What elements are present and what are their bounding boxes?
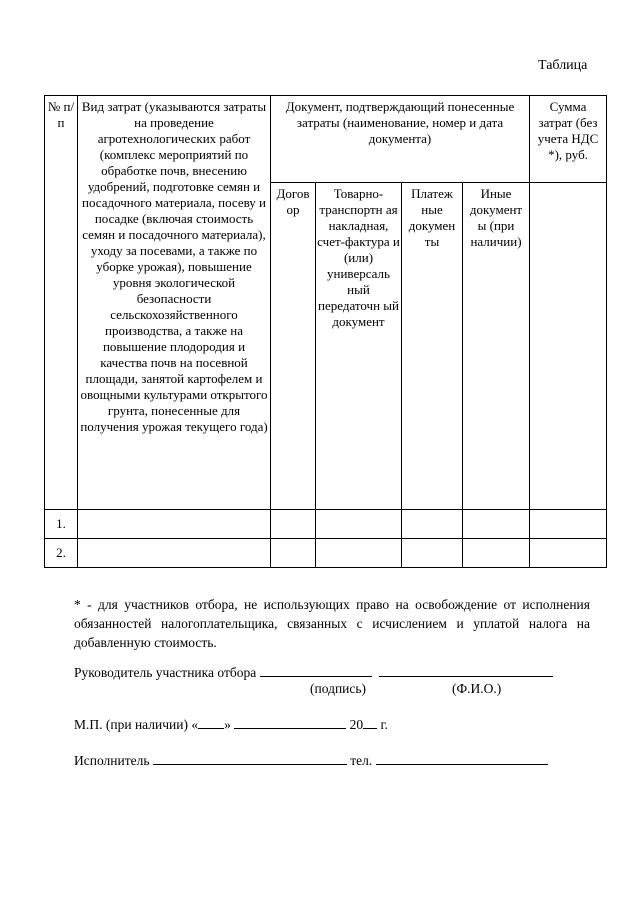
phone-field[interactable] bbox=[376, 751, 548, 765]
table-row bbox=[45, 510, 607, 539]
header-payment-docs: Платеж ные докумен ты bbox=[402, 183, 463, 510]
stamp-label: М.П. (при наличии) « bbox=[74, 717, 199, 732]
quote-close: » bbox=[224, 717, 231, 732]
full-name-field[interactable] bbox=[379, 663, 553, 677]
signature-field[interactable] bbox=[260, 663, 372, 677]
table-cell[interactable] bbox=[78, 539, 271, 568]
header-document: Документ, подтверждающий понесенные затраты (наименование, номер и дата документа) bbox=[271, 96, 530, 183]
year-field[interactable] bbox=[363, 715, 377, 729]
header-contract: Догов ор bbox=[271, 183, 316, 510]
month-field[interactable] bbox=[234, 715, 346, 729]
table-row bbox=[45, 539, 607, 568]
table-cell[interactable] bbox=[316, 510, 402, 539]
header-sum-blank bbox=[530, 183, 607, 510]
header-other-docs: Иные документ ы (при наличии) bbox=[463, 183, 530, 510]
header-cost-type: Вид затрат (указываются затраты на проведение агротехнологических работ (комплекс мероприятий по обработке почв, внесению удобрений, подготовке семян и посадочного материала, посеву и посадке (включая стоимость семян и посадочного материала), уходу за посевами, а также по уборке урожая), повышение уровня экологической безопасности сельскохозяйственного производства, а также на повышение плодородия и качества почв на посевной площади, занятой картофелем и овощными культурами открытого грунта, понесенные для получения урожая текущего года) bbox=[78, 96, 271, 510]
stamp-line bbox=[74, 715, 388, 733]
table-cell[interactable] bbox=[402, 539, 463, 568]
row-number: 2. bbox=[45, 539, 78, 568]
table-cell[interactable] bbox=[463, 510, 530, 539]
year-suffix: г. bbox=[380, 717, 388, 732]
table-cell[interactable] bbox=[78, 510, 271, 539]
year-prefix: 20 bbox=[349, 717, 364, 732]
table-cell[interactable] bbox=[316, 539, 402, 568]
table-cell[interactable] bbox=[530, 510, 607, 539]
day-field[interactable] bbox=[198, 715, 224, 729]
executor-field[interactable] bbox=[153, 751, 347, 765]
phone-label: тел. bbox=[350, 753, 373, 768]
signature-label: Руководитель участника отбора bbox=[74, 665, 257, 680]
table-cell[interactable] bbox=[530, 539, 607, 568]
signature-hint: (подпись) bbox=[310, 681, 367, 696]
executor-label: Исполнитель bbox=[74, 753, 150, 768]
header-sum: Сумма затрат (без учета НДС *), руб. bbox=[530, 96, 607, 183]
costs-table bbox=[44, 95, 607, 568]
table-cell[interactable] bbox=[271, 539, 316, 568]
signature-line bbox=[74, 663, 553, 681]
full-name-hint: (Ф.И.О.) bbox=[452, 681, 502, 696]
header-number: № п/п bbox=[45, 96, 78, 510]
table-cell[interactable] bbox=[271, 510, 316, 539]
table-cell[interactable] bbox=[463, 539, 530, 568]
table-cell[interactable] bbox=[402, 510, 463, 539]
header-waybill: Товарно-транспортн ая накладная, счет-фактура и (или) универсаль ный передаточн ый документ bbox=[316, 183, 402, 510]
table-caption: Таблица bbox=[538, 58, 588, 73]
footnote: * - для участников отбора, не использующих право на освобождение от исполнения обязанностей налогоплательщика, связанных с исчислением и уплатой налога на добавленную стоимость. bbox=[74, 597, 590, 650]
row-number: 1. bbox=[45, 510, 78, 539]
executor-line bbox=[74, 751, 548, 769]
